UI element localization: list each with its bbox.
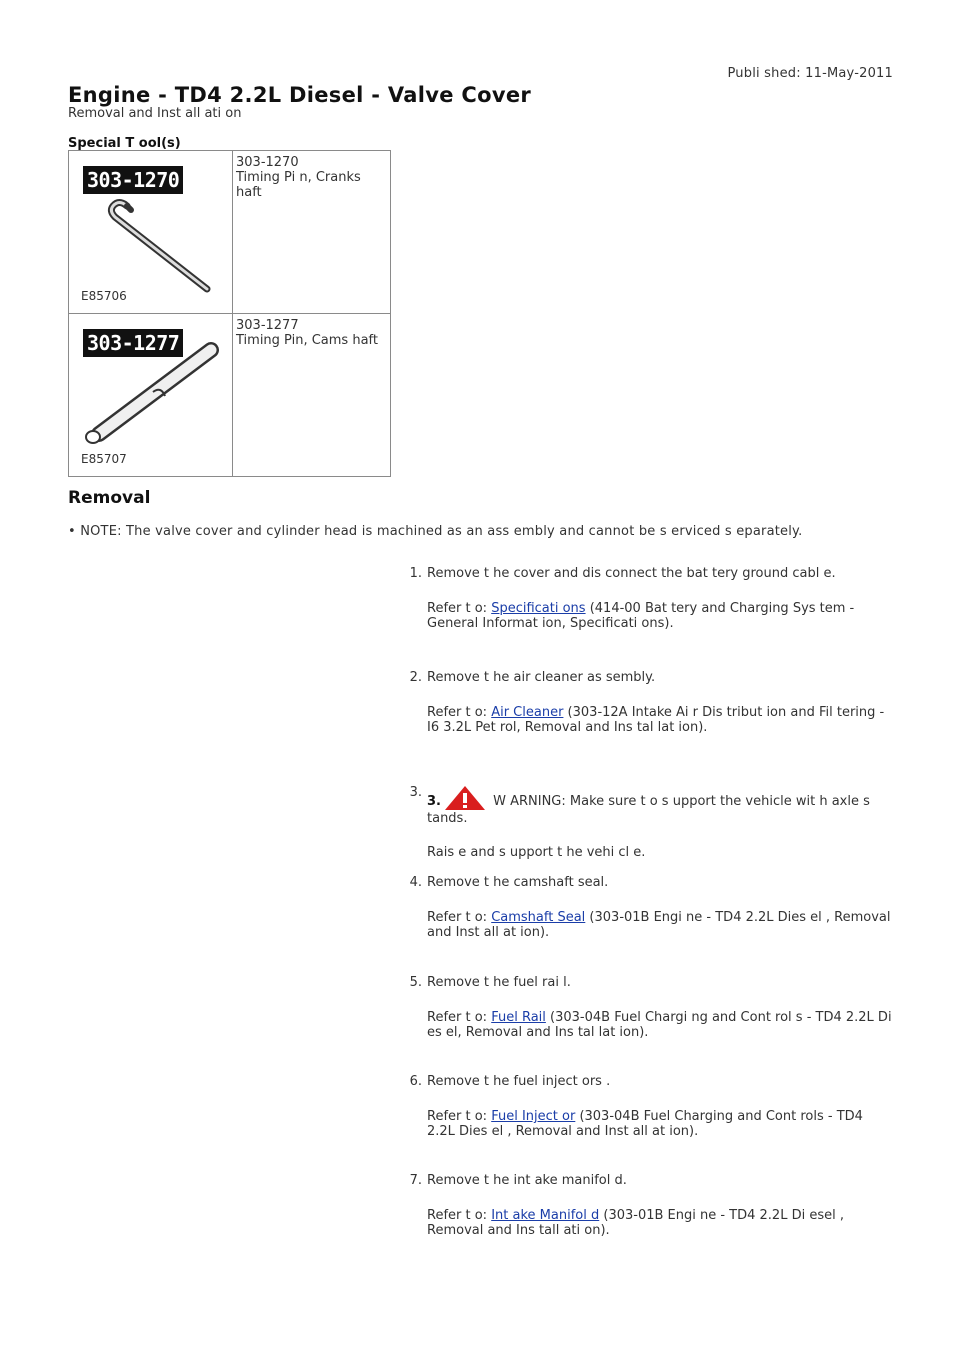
tool-image-cell bbox=[69, 314, 233, 477]
special-tools-heading: Special T ool(s) bbox=[68, 136, 181, 151]
reference-suffix: (303-12A Intake Ai r Dis tribut ion and Fil tering - I6 3.2L Pet rol, Removal and Ins tal lat ion). bbox=[427, 705, 885, 735]
reference-prefix: Refer t o: bbox=[427, 1208, 492, 1223]
step-number: 1. bbox=[409, 566, 422, 581]
reference-prefix: Refer t o: bbox=[427, 601, 492, 616]
warning-step-number: 3. bbox=[427, 794, 441, 809]
step-number: 3. bbox=[409, 785, 422, 800]
step-text: Remove t he cover and dis connect the bat tery ground cabl e. bbox=[427, 566, 836, 581]
air-cleaner-link[interactable]: Air Cleaner bbox=[491, 705, 564, 720]
tool-image-cell bbox=[69, 151, 233, 314]
tool-number: 303-1270 bbox=[236, 155, 299, 170]
step-text: Remove t he fuel inject ors . bbox=[427, 1074, 611, 1089]
reference-suffix: (303-01B Engi ne - TD4 2.2L Di esel , Removal and Ins tall ati on). bbox=[427, 1208, 844, 1238]
page-title: Engine - TD4 2.2L Diesel - Valve Cover bbox=[68, 83, 532, 107]
step-number: 6. bbox=[409, 1074, 422, 1089]
fuel-rail-link[interactable]: Fuel Rail bbox=[491, 1010, 546, 1025]
step-reference bbox=[427, 601, 892, 631]
published-date: Publi shed: 11-May-2011 bbox=[727, 66, 893, 81]
tool-row bbox=[69, 151, 391, 314]
tool-number-badge: 303-1277 bbox=[83, 329, 183, 357]
removal-heading: Removal bbox=[68, 488, 151, 508]
step-number: 4. bbox=[409, 875, 422, 890]
tool-row bbox=[69, 314, 391, 477]
reference-suffix: (303-01B Engi ne - TD4 2.2L Dies el , Removal and Inst all at ion). bbox=[427, 910, 891, 940]
step-text: Remove t he camshaft seal. bbox=[427, 875, 609, 890]
reference-suffix: (303-04B Fuel Chargi ng and Cont rol s - TD4 2.2L Di es el, Removal and Ins tal lat ion). bbox=[427, 1010, 892, 1040]
tool-name: Timing Pin, Cams haft bbox=[236, 333, 378, 348]
step-reference bbox=[427, 705, 892, 735]
intake-manifold-link[interactable]: Int ake Manifol d bbox=[491, 1208, 600, 1223]
step-number: 5. bbox=[409, 975, 422, 990]
step-reference bbox=[427, 910, 892, 940]
step-text: Remove t he int ake manifol d. bbox=[427, 1173, 627, 1188]
reference-prefix: Refer t o: bbox=[427, 1109, 492, 1124]
specifications-link[interactable]: Specificati ons bbox=[491, 601, 586, 616]
warning-text bbox=[427, 785, 892, 826]
special-tools-table bbox=[68, 150, 391, 477]
step-text: Remove t he air cleaner as sembly. bbox=[427, 670, 656, 685]
reference-suffix: (303-04B Fuel Charging and Cont rols - TD4 2.2L Dies el , Removal and Inst all at ion). bbox=[427, 1109, 863, 1139]
camshaft-seal-link[interactable]: Camshaft Seal bbox=[491, 910, 586, 925]
step-reference bbox=[427, 1109, 892, 1139]
tool-image-code: E85707 bbox=[81, 452, 127, 466]
tool-name: Timing Pi n, Cranks haft bbox=[236, 170, 361, 200]
tool-image-code: E85706 bbox=[81, 289, 127, 303]
warning-message: W ARNING: Make sure t o s upport the vehicle wit h axle s tands. bbox=[427, 794, 870, 826]
tool-description-cell bbox=[233, 314, 391, 477]
step-number: 2. bbox=[409, 670, 422, 685]
tool-number-badge: 303-1270 bbox=[83, 166, 183, 194]
page-subtitle: Removal and Inst all ati on bbox=[68, 106, 242, 121]
reference-prefix: Refer t o: bbox=[427, 1010, 492, 1025]
step-text: Rais e and s upport t he vehi cl e. bbox=[427, 845, 646, 860]
tool-description-cell bbox=[233, 151, 391, 314]
reference-prefix: Refer t o: bbox=[427, 910, 492, 925]
note-text: • NOTE: The valve cover and cylinder head is machined as an ass embly and cannot be s erviced s eparately. bbox=[68, 524, 803, 539]
step-reference bbox=[427, 1208, 892, 1238]
reference-prefix: Refer t o: bbox=[427, 705, 492, 720]
step-reference bbox=[427, 1010, 892, 1040]
step-text: Remove t he fuel rai l. bbox=[427, 975, 571, 990]
tool-number: 303-1277 bbox=[236, 318, 299, 333]
reference-suffix: (414-00 Bat tery and Charging Sys tem - General Informat ion, Specificati ons). bbox=[427, 601, 855, 631]
fuel-injector-link[interactable]: Fuel Inject or bbox=[491, 1109, 576, 1124]
warning-icon bbox=[444, 785, 486, 811]
step-number: 7. bbox=[409, 1173, 422, 1188]
